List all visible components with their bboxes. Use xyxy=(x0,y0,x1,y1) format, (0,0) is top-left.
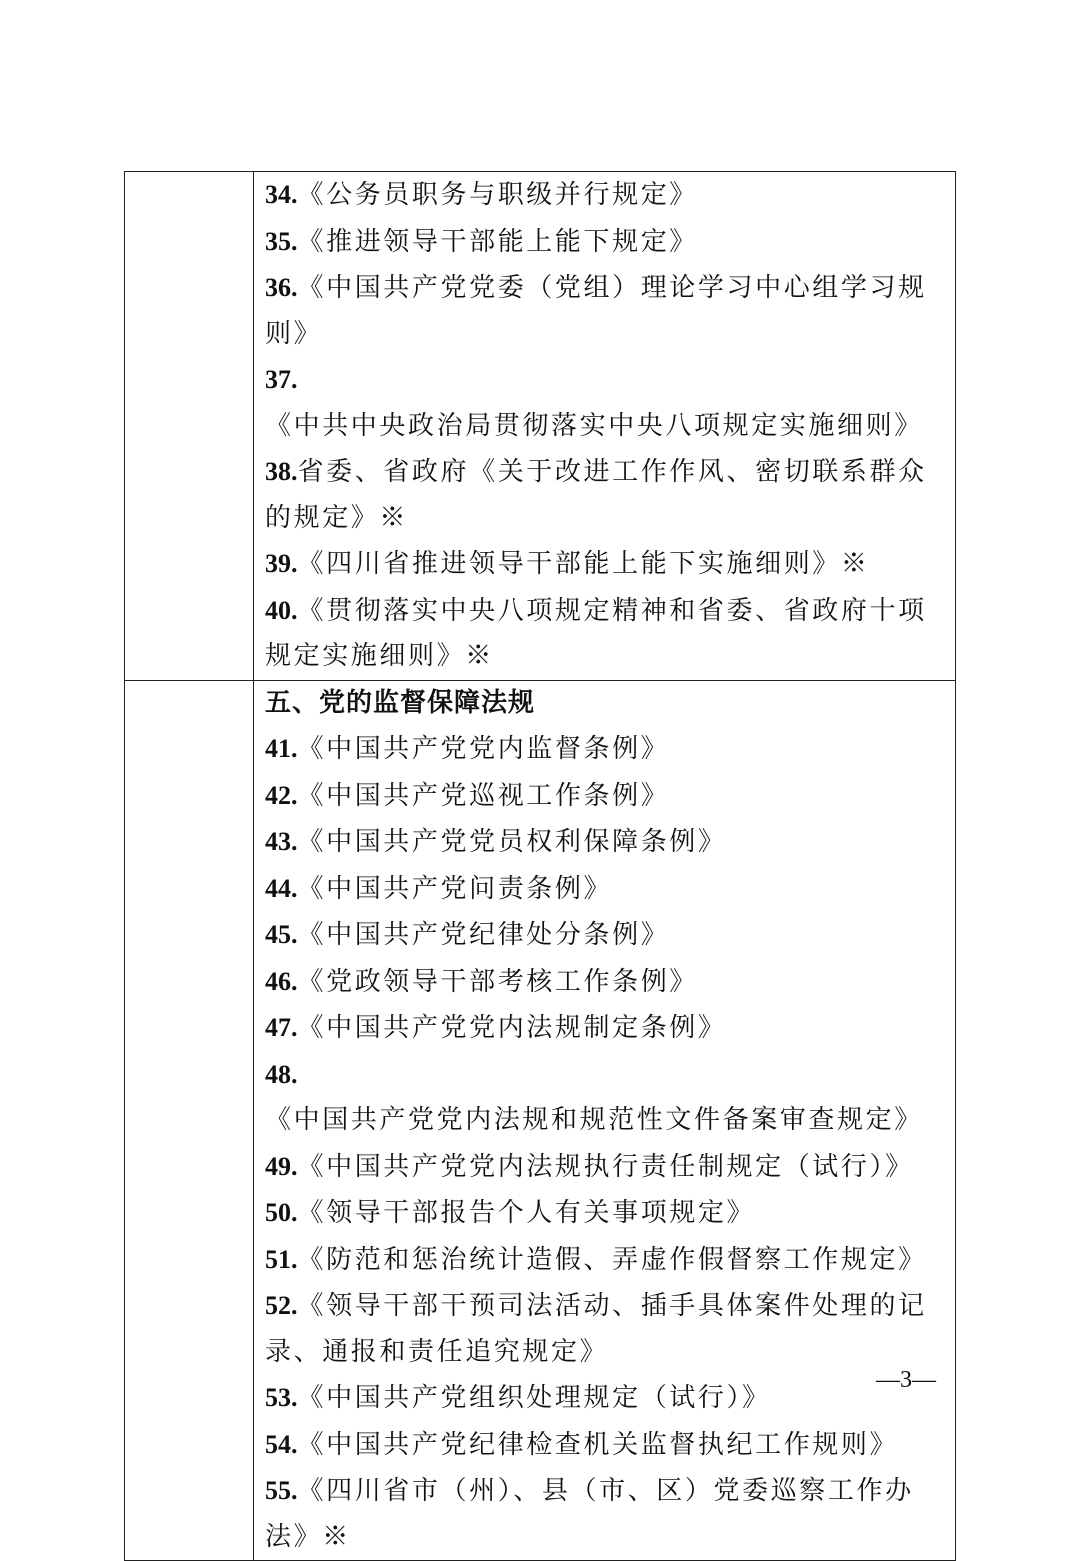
category-cell xyxy=(125,680,254,1561)
regulation-item xyxy=(265,819,949,866)
item-title: 《防范和惩治统计造假、弄虚作假督察工作规定》 xyxy=(297,1244,927,1275)
category-cell xyxy=(125,172,254,681)
item-number: 39. xyxy=(265,549,298,578)
item-title: 《中国共产党问责条例》 xyxy=(297,873,613,904)
item-title: 《中国共产党组织处理规定（试行）》 xyxy=(297,1383,771,1413)
regulation-item xyxy=(265,1375,949,1422)
regulation-item xyxy=(265,866,949,913)
regulation-item xyxy=(265,773,949,820)
regulation-item xyxy=(265,912,949,959)
table-row xyxy=(125,172,956,681)
item-title: 《中共中央政治局贯彻落实中央八项规定实施细则》 xyxy=(265,410,923,441)
table-row xyxy=(125,680,956,1561)
regulation-item xyxy=(265,449,949,541)
item-title: 《中国共产党党员权利保障条例》 xyxy=(297,827,727,857)
section-heading: 五、党的监督保障法规 xyxy=(265,687,536,718)
item-title: 《四川省推进领导干部能上能下实施细则》※ xyxy=(297,549,870,579)
item-title: 《中国共产党党内法规和规范性文件备案审查规定》 xyxy=(265,1105,923,1135)
regulation-item xyxy=(265,1052,949,1144)
regulation-section xyxy=(254,681,955,1561)
regulation-item xyxy=(265,1144,949,1191)
item-title: 《中国共产党党内法规制定条例》 xyxy=(297,1013,727,1043)
item-number: 43. xyxy=(265,827,298,856)
item-title: 《中国共产党纪律检查机关监督执纪工作规则》 xyxy=(297,1429,899,1460)
item-number: 52. xyxy=(265,1291,298,1320)
regulation-item xyxy=(265,541,949,588)
item-title: 《党政领导干部考核工作条例》 xyxy=(297,966,698,997)
item-title: 《公务员职务与职级并行规定》 xyxy=(297,180,698,210)
regulation-list xyxy=(265,726,949,1560)
item-title: 《中国共产党巡视工作条例》 xyxy=(297,780,670,811)
item-number: 50. xyxy=(265,1198,298,1227)
regulation-item xyxy=(265,726,949,773)
item-title: 《中国共产党纪律处分条例》 xyxy=(297,920,670,950)
regulation-item xyxy=(265,1190,949,1237)
item-title: 《中国共产党党内法规执行责任制规定（试行）》 xyxy=(297,1151,914,1182)
item-number: 35. xyxy=(265,226,298,256)
regulation-item xyxy=(265,959,949,1006)
item-number: 48. xyxy=(265,1059,298,1089)
regulation-list xyxy=(254,172,955,680)
regulation-item xyxy=(265,1237,949,1284)
regulation-list-cell xyxy=(254,680,956,1561)
regulation-item xyxy=(265,172,949,219)
item-title: 《领导干部报告个人有关事项规定》 xyxy=(297,1198,756,1228)
item-number: 34. xyxy=(265,180,298,209)
item-number: 45. xyxy=(265,920,298,949)
regulation-item xyxy=(265,1468,949,1560)
item-number: 46. xyxy=(265,966,298,996)
item-number: 38. xyxy=(265,457,298,486)
item-number: 47. xyxy=(265,1013,298,1042)
item-title: 省委、省政府《关于改进工作作风、密切联系群众的规定》※ xyxy=(265,457,927,533)
item-title: 《推进领导干部能上能下规定》 xyxy=(297,226,698,257)
item-title: 《贯彻落实中央八项规定精神和省委、省政府十项规定实施细则》※ xyxy=(265,595,927,671)
regulation-item xyxy=(265,1283,949,1375)
regulation-item xyxy=(265,265,949,357)
regulation-item xyxy=(265,1422,949,1469)
item-number: 44. xyxy=(265,873,298,903)
item-number: 49. xyxy=(265,1151,298,1181)
item-number: 41. xyxy=(265,734,298,763)
page-number: —3— xyxy=(876,1367,936,1393)
regulations-table xyxy=(124,171,956,1561)
item-number: 55. xyxy=(265,1476,298,1505)
item-number: 36. xyxy=(265,273,298,302)
item-title: 《中国共产党党内监督条例》 xyxy=(297,734,670,764)
regulation-list-cell xyxy=(254,172,956,681)
regulation-item xyxy=(265,588,949,680)
item-title: 《四川省市（州）、县（市、区）党委巡察工作办法》※ xyxy=(265,1476,914,1552)
item-number: 54. xyxy=(265,1429,298,1459)
regulation-item xyxy=(265,357,949,449)
item-number: 42. xyxy=(265,780,298,810)
item-title: 《中国共产党党委（党组）理论学习中心组学习规则》 xyxy=(265,273,927,349)
regulation-item xyxy=(265,219,949,266)
item-number: 51. xyxy=(265,1244,298,1274)
item-number: 40. xyxy=(265,595,298,625)
item-number: 53. xyxy=(265,1383,298,1412)
item-title: 《领导干部干预司法活动、插手具体案件处理的记录、通报和责任追究规定》 xyxy=(265,1291,927,1367)
item-number: 37. xyxy=(265,365,298,394)
regulation-item xyxy=(265,1005,949,1052)
